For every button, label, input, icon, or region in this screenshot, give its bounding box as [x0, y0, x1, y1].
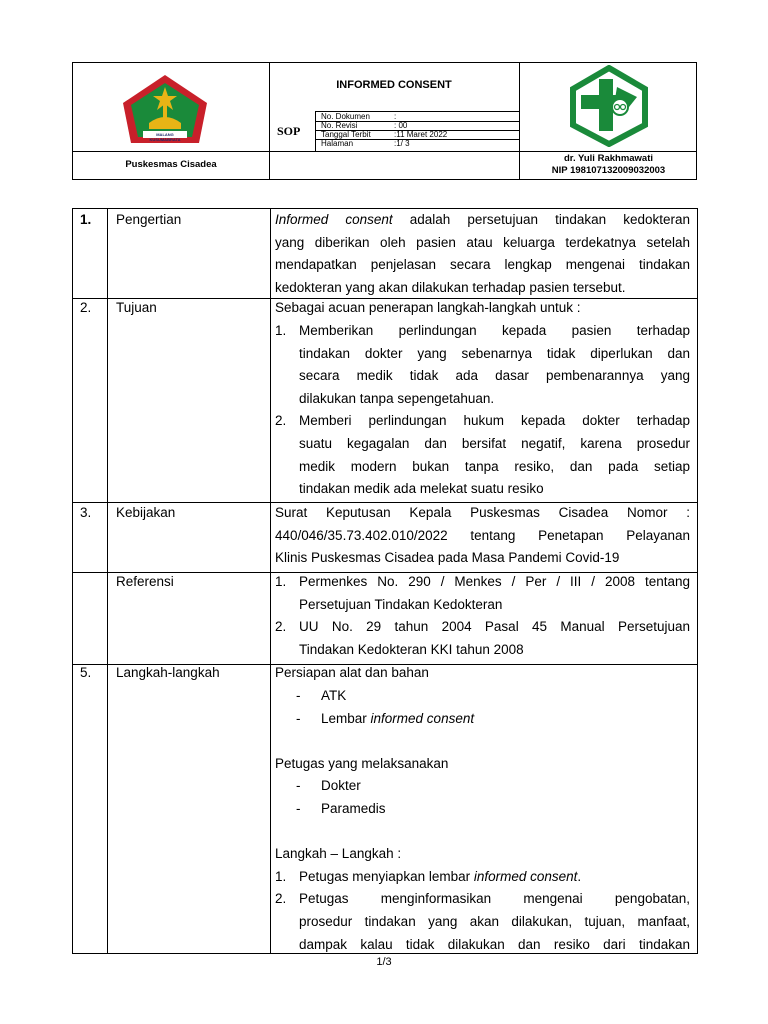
- document-title: INFORMED CONSENT: [336, 79, 452, 91]
- meta-page: Halaman :1/ 3: [321, 139, 410, 148]
- step-line: prosedur tindakan yang akan dilakukan, tujuan, manfaat,: [299, 914, 690, 929]
- purpose-item-line: tindakan medik ada melekat suatu resiko: [299, 481, 544, 497]
- doctor-nip: NIP 198107132009032003: [551, 165, 666, 176]
- emblem-motto: MALANG KUSUMABRATA: [149, 131, 181, 142]
- prep-item: ATK: [321, 688, 347, 703]
- purpose-item-line: dilakukan tanpa sepengetahuan.: [299, 390, 495, 406]
- step-line: Petugas menyiapkan lembar informed consent.: [299, 868, 582, 884]
- row-number: 1.: [80, 212, 92, 227]
- row-label-langkah: Langkah-langkah: [116, 665, 220, 680]
- definition-line: Informed consent adalah persetujuan tindakan kedokteran: [275, 212, 691, 227]
- row-label-referensi: Referensi: [116, 574, 174, 589]
- doctor-name: dr. Yuli Rakhmawati: [563, 153, 654, 164]
- row-label-kebijakan: Kebijakan: [116, 505, 176, 520]
- list-number: 1.: [275, 323, 287, 338]
- purpose-intro: Sebagai acuan penerapan langkah-langkah untuk :: [275, 300, 581, 315]
- page-number: 1/3: [376, 956, 392, 968]
- prep-item: Lembar informed consent: [321, 710, 475, 726]
- list-number: 2.: [275, 619, 287, 635]
- table-column-divider: [107, 209, 108, 953]
- reference-line: Permenkes No. 290 / Menkes / Per / III / 2008 tentang: [299, 574, 690, 589]
- reference-line: Tindakan Kedokteran KKI tahun 2008: [299, 641, 524, 657]
- row-label-pengertian: Pengertian: [116, 212, 182, 227]
- reference-line: Persetujuan Tindakan Kedokteran: [299, 596, 503, 612]
- step-line: Petugas menginformasikan mengenai pengobatan,: [299, 891, 690, 907]
- staff-item: Dokter: [321, 778, 361, 794]
- meta-revision: No. Revisi : 00: [321, 121, 408, 130]
- purpose-item-line: Memberi perlindungan hukum kepada dokter terhadap: [299, 413, 690, 429]
- purpose-item-line: medik modern bukan tanpa resiko, dan pada setiap: [299, 458, 690, 474]
- meta-doc-number: No. Dokumen :: [321, 112, 397, 121]
- list-dash: -: [296, 778, 301, 794]
- steps-title: Langkah – Langkah :: [275, 846, 402, 862]
- policy-line: Klinis Puskesmas Cisadea pada Masa Pandemi Covid-19: [275, 550, 620, 566]
- purpose-item-line: tindakan dokter yang sebenarnya tidak diperlukan dan: [299, 345, 690, 361]
- purpose-item-line: Memberikan perlindungan kepada pasien terhadap: [299, 323, 690, 338]
- list-dash: -: [296, 801, 301, 816]
- sop-content-table: [72, 208, 698, 953]
- row-number: 2.: [80, 300, 92, 315]
- purpose-item-line: suatu kegagalan dan bersifat negatif, karena prosedur: [299, 436, 690, 451]
- table-bottom-border: [72, 953, 698, 954]
- list-number: 1.: [275, 574, 287, 589]
- definition-line: yang diberikan oleh pasien atau keluarga terdekatnya setelah: [275, 234, 690, 250]
- list-dash: -: [296, 710, 301, 726]
- row-number: 3.: [80, 505, 92, 520]
- document-header: [72, 62, 697, 180]
- definition-line: mendapatkan penjelasan secara lengkap mengenai tindakan: [275, 257, 690, 273]
- staff-title: Petugas yang melaksanakan: [275, 755, 449, 771]
- reference-line: UU No. 29 tahun 2004 Pasal 45 Manual Persetujuan: [299, 619, 690, 635]
- prep-title: Persiapan alat dan bahan: [275, 665, 429, 680]
- meta-issue-date: Tanggal Terbit :11 Maret 2022: [321, 130, 448, 139]
- row-number: 5.: [80, 665, 92, 680]
- puskesmas-logo: [567, 65, 651, 147]
- step-line: dampak kalau tidak dilakukan dan resiko dari tindakan: [299, 936, 690, 952]
- sop-label: SOP: [277, 124, 301, 138]
- definition-line: kedokteran yang akan dilakukan terhadap pasien tersebut.: [275, 279, 626, 295]
- purpose-item-line: secara medik tidak ada dasar pembenarannya yang: [299, 368, 690, 384]
- doctor-signature-block: [519, 153, 698, 177]
- puskesmas-name: Puskesmas Cisadea: [125, 159, 217, 170]
- list-number: 2.: [275, 413, 287, 429]
- list-number: 1.: [275, 868, 287, 884]
- policy-line: Surat Keputusan Kepala Puskesmas Cisadea Nomor :: [275, 505, 690, 520]
- list-number: 2.: [275, 891, 287, 907]
- staff-item: Paramedis: [321, 801, 386, 816]
- table-column-divider: [270, 209, 271, 953]
- header-divider: [73, 151, 696, 152]
- list-dash: -: [296, 688, 301, 703]
- row-label-tujuan: Tujuan: [116, 300, 157, 315]
- policy-line: 440/046/35.73.402.010/2022 tentang Penetapan Pelayanan: [275, 527, 690, 543]
